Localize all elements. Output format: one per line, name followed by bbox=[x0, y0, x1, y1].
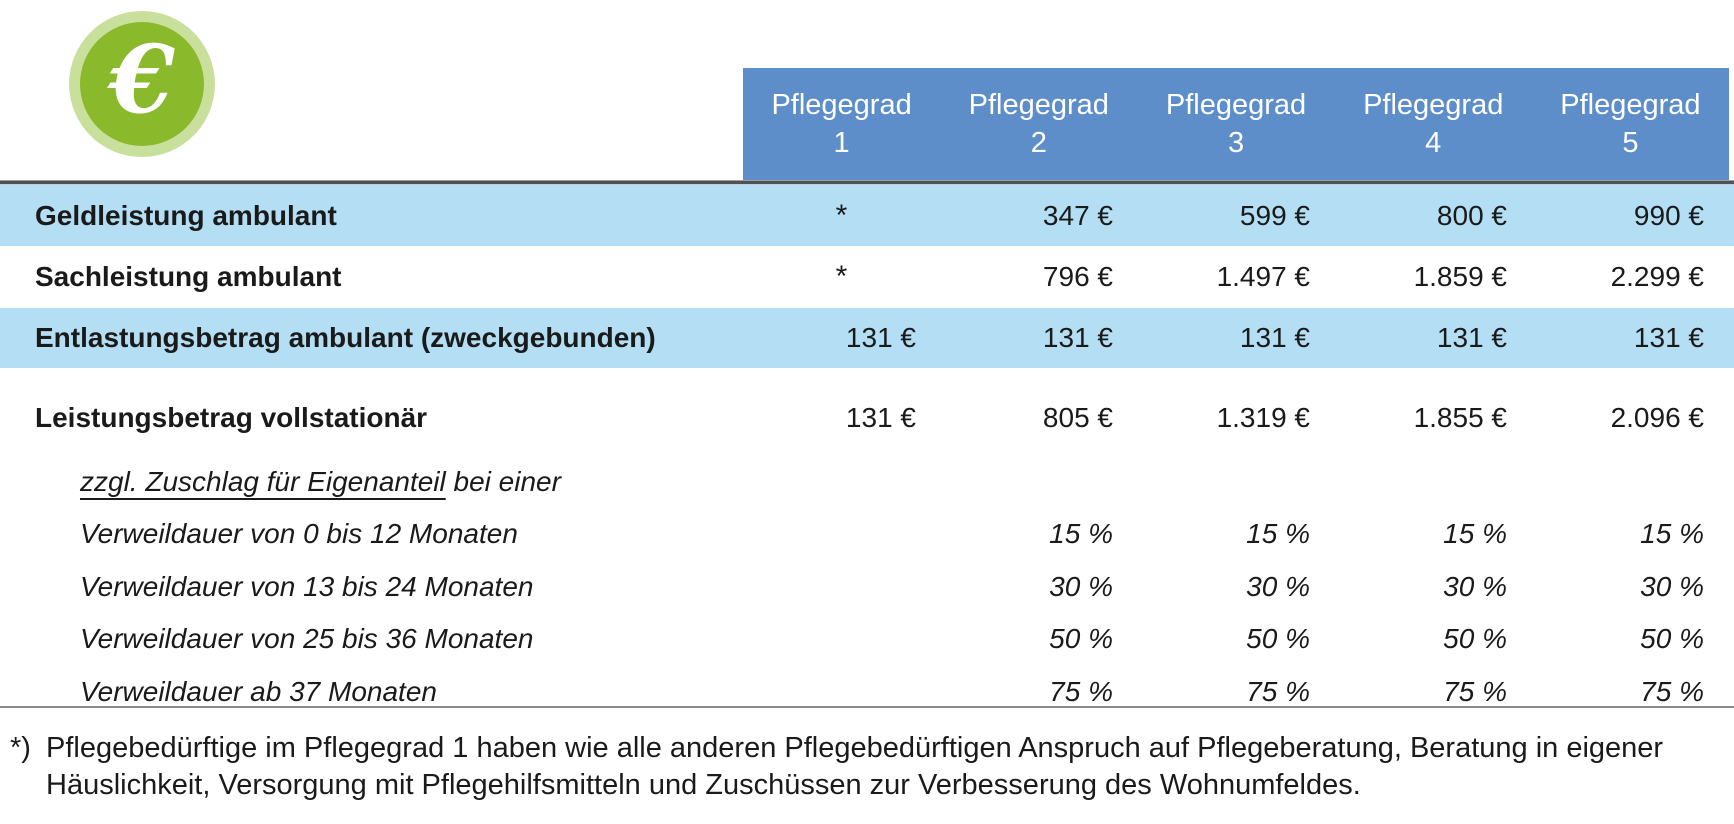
value-cell: * bbox=[835, 260, 848, 293]
value-cell: 2.096 € bbox=[1610, 402, 1704, 433]
column-header-pflegegrad-4 bbox=[1335, 68, 1532, 180]
row-label: Verweildauer von 0 bis 12 Monaten bbox=[80, 518, 518, 549]
column-header-pflegegrad-1 bbox=[743, 68, 940, 180]
column-header-grade: 4 bbox=[1425, 126, 1442, 159]
footnote-line-2: Häuslichkeit, Versorgung mit Pflegehilfsmitteln und Zuschüssen zur Verbesserung des Wohnumfeldes. bbox=[46, 769, 1361, 801]
value-cell: 131 € bbox=[1436, 322, 1507, 353]
value-cell: 75 % bbox=[1443, 675, 1507, 707]
footnote-marker: *) bbox=[10, 732, 31, 764]
value-cell: 131 € bbox=[1042, 322, 1113, 353]
row-label: Sachleistung ambulant bbox=[35, 261, 342, 292]
value-cell: 2.299 € bbox=[1610, 261, 1704, 292]
value-cell: 796 € bbox=[1042, 261, 1113, 292]
value-cell: 30 % bbox=[1246, 570, 1310, 602]
column-header-grade: 1 bbox=[833, 126, 850, 159]
row-label-tail: bei einer bbox=[445, 466, 561, 497]
row-label bbox=[0, 466, 743, 498]
column-header-title: Pflegegrad bbox=[1363, 88, 1504, 121]
value-cell: 30 % bbox=[1049, 570, 1113, 602]
value-cell: 131 € bbox=[1239, 322, 1310, 353]
value-cell: 1.319 € bbox=[1216, 402, 1310, 433]
value-cell: 50 % bbox=[1443, 623, 1507, 654]
row-label: Verweildauer ab 37 Monaten bbox=[80, 675, 437, 707]
table-row-verweildauer-13-24 bbox=[0, 560, 1734, 613]
value-cell: 131 € bbox=[1633, 322, 1704, 353]
row-label: Verweildauer von 25 bis 36 Monaten bbox=[80, 623, 534, 654]
table-row-verweildauer-0-12 bbox=[0, 508, 1734, 560]
column-header-title: Pflegegrad bbox=[1560, 88, 1701, 121]
row-label: Verweildauer von 13 bis 24 Monaten bbox=[80, 570, 534, 602]
table-bottom-divider bbox=[0, 706, 1734, 708]
table-row-entlastungsbetrag bbox=[0, 308, 1734, 368]
value-cell: 1.859 € bbox=[1413, 261, 1507, 292]
value-cell: 50 % bbox=[1640, 623, 1704, 654]
column-header-grade: 5 bbox=[1622, 126, 1639, 159]
row-label: Entlastungsbetrag ambulant (zweckgebunden) bbox=[35, 322, 656, 353]
value-cell: 30 % bbox=[1443, 570, 1507, 602]
table-row-verweildauer-25-36 bbox=[0, 613, 1734, 665]
value-cell: 599 € bbox=[1239, 199, 1310, 231]
row-label: Leistungsbetrag vollstationär bbox=[35, 402, 428, 433]
table-row-verweildauer-ab-37 bbox=[0, 665, 1734, 718]
value-cell: 1.497 € bbox=[1216, 261, 1310, 292]
value-cell: 1.855 € bbox=[1413, 402, 1507, 433]
value-cell: 75 % bbox=[1246, 675, 1310, 707]
column-header-grade: 2 bbox=[1030, 126, 1047, 159]
value-cell: 15 % bbox=[1246, 518, 1310, 549]
footnote-line-1: Pflegebedürftige im Pflegegrad 1 haben wie alle anderen Pflegebedürftigen Anspruch auf Pflegeberatung, Beratung in eigener bbox=[46, 732, 1664, 764]
value-cell: 800 € bbox=[1436, 199, 1507, 231]
value-cell: 347 € bbox=[1042, 199, 1113, 231]
footnote bbox=[10, 730, 1726, 804]
column-header-pflegegrad-5 bbox=[1532, 68, 1729, 180]
benefits-table bbox=[0, 68, 1734, 718]
value-cell: 15 % bbox=[1443, 518, 1507, 549]
value-cell: 75 % bbox=[1640, 675, 1704, 707]
value-cell: * bbox=[835, 198, 848, 232]
value-cell: 131 € bbox=[845, 322, 916, 353]
row-label: Geldleistung ambulant bbox=[35, 199, 337, 231]
value-cell: 75 % bbox=[1049, 675, 1113, 707]
value-cell: 50 % bbox=[1246, 623, 1310, 654]
table-header-row bbox=[0, 68, 1734, 180]
value-cell: 131 € bbox=[845, 402, 916, 433]
column-header-pflegegrad-3 bbox=[1137, 68, 1334, 180]
row-label-underlined: zzgl. Zuschlag für Eigenanteil bbox=[80, 466, 446, 497]
value-cell: 50 % bbox=[1049, 623, 1113, 654]
table-row-geldleistung bbox=[0, 185, 1734, 246]
column-header-title: Pflegegrad bbox=[1165, 88, 1307, 121]
column-header-grade: 3 bbox=[1227, 126, 1245, 159]
table-row-sachleistung bbox=[0, 246, 1734, 308]
header-group bbox=[743, 68, 1729, 180]
column-header-title: Pflegegrad bbox=[968, 88, 1109, 121]
value-cell: 15 % bbox=[1049, 518, 1113, 549]
footnote-text bbox=[46, 730, 1726, 804]
value-cell: 805 € bbox=[1042, 402, 1113, 433]
table-row-leistungsbetrag bbox=[0, 368, 1734, 456]
column-header-title: Pflegegrad bbox=[771, 88, 912, 121]
euro-symbol: € bbox=[109, 25, 175, 135]
header-spacer bbox=[0, 68, 743, 180]
table-row-zuschlag-heading bbox=[0, 456, 1734, 508]
column-header-pflegegrad-2 bbox=[940, 68, 1137, 180]
value-cell: 990 € bbox=[1633, 199, 1704, 231]
value-cell: 15 % bbox=[1640, 518, 1704, 549]
value-cell: 30 % bbox=[1640, 570, 1704, 602]
